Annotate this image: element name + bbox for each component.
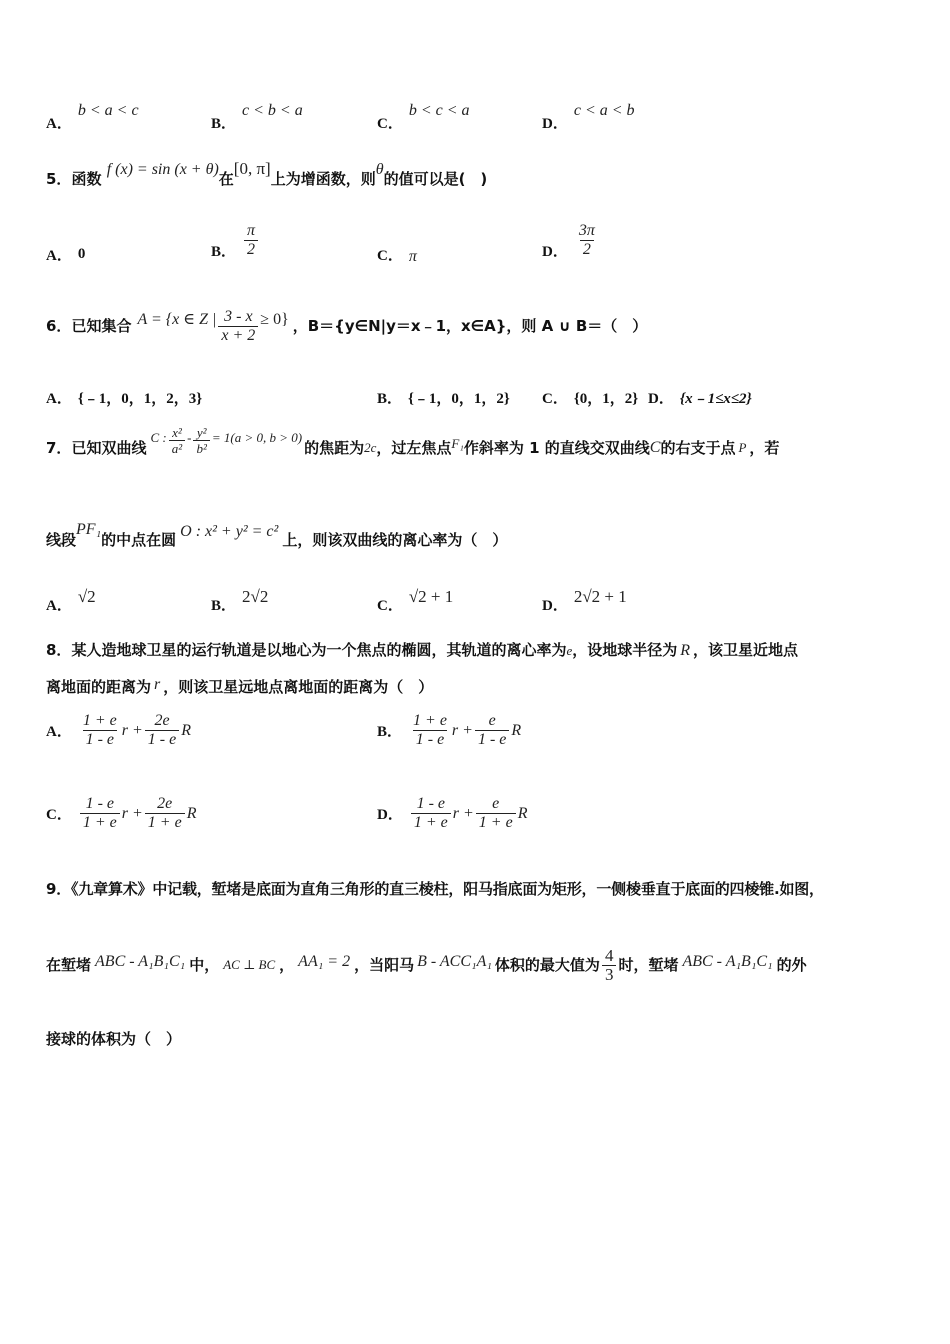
- fraction-numerator: 1 - e: [416, 795, 446, 812]
- q8-perigee-distance: r: [154, 676, 161, 693]
- fraction-denominator: b²: [193, 440, 209, 456]
- option-term: r +: [121, 721, 143, 739]
- fraction-numerator: y²: [196, 424, 207, 440]
- q6-text: ，B＝{y∈N|y＝x﹣1，x∈A}，则 A ∪ B＝（ ）: [292, 317, 648, 335]
- fraction-denominator: a²: [169, 440, 185, 456]
- q6-option-b[interactable]: [377, 387, 510, 408]
- q9-text: 《九章算术》中记载，堑堵是底面为直角三角形的直三棱柱，阳马指底面为矩形，一侧棱垂直于底面的四棱锥.如图，: [71, 880, 824, 898]
- option-label: A．: [46, 248, 72, 264]
- option-label: D．: [542, 598, 568, 614]
- option-fraction: [145, 712, 179, 749]
- q5-option-c[interactable]: [377, 244, 417, 265]
- option-expr: b < a < c: [77, 101, 139, 119]
- q6-option-c[interactable]: [542, 387, 638, 408]
- q4-option-c[interactable]: [377, 101, 470, 132]
- q8-text: ，则该卫星远地点离地面的距离为（ ）: [163, 678, 434, 696]
- q7-fraction-y: [193, 425, 209, 456]
- q9-text: ，: [279, 956, 295, 974]
- q4-option-a[interactable]: [46, 101, 139, 132]
- option-term: R: [517, 804, 528, 822]
- q8-option-b[interactable]: [377, 712, 521, 749]
- q5-text: 函数: [71, 170, 102, 188]
- option-expr: b < c < a: [408, 101, 470, 119]
- option-term: r +: [121, 804, 143, 822]
- q8-text: 离地面的距离为: [46, 678, 152, 696]
- q7-minus: -: [187, 430, 192, 445]
- fraction-denominator: 3: [602, 965, 617, 984]
- q6-set-a: A = {x ∈ Z |: [137, 311, 217, 328]
- q7-text: 的焦距为: [304, 439, 365, 457]
- q7-option-b[interactable]: [211, 586, 269, 614]
- q7-stem-line2: [46, 522, 920, 558]
- option-fraction: [475, 712, 509, 749]
- q8-option-d[interactable]: [377, 795, 527, 832]
- option-fraction: [411, 795, 451, 832]
- q6-option-d[interactable]: [648, 387, 752, 408]
- q9-stem-line3: [46, 1028, 920, 1050]
- option-label: B．: [377, 724, 403, 740]
- q8-stem-line1: [46, 639, 920, 662]
- q9-text: 的外: [776, 956, 807, 974]
- option-label: A．: [46, 724, 72, 740]
- option-label: C．: [46, 807, 72, 823]
- q9-perpendicular: AC ⊥ BC: [223, 957, 276, 972]
- option-value: √2 + 1: [408, 586, 454, 606]
- fraction-numerator: 1 + e: [413, 712, 447, 729]
- q7-left-focus: F₁: [451, 436, 464, 451]
- q7-option-c[interactable]: [377, 586, 454, 614]
- option-label: A．: [46, 116, 72, 132]
- q6-fraction: [218, 308, 258, 345]
- fraction-denominator: 1 + e: [476, 813, 516, 832]
- fraction-numerator: π: [247, 222, 256, 239]
- q5-option-a[interactable]: [46, 244, 85, 265]
- fraction-denominator: 1 - e: [475, 730, 509, 749]
- q7-text: 线段: [46, 531, 77, 549]
- option-fraction: [145, 795, 185, 832]
- fraction-numerator: 1 + e: [82, 712, 117, 729]
- option-value: {x﹣1≤x≤2}: [679, 391, 752, 407]
- q7-segment-pf1: PF₁: [76, 521, 102, 538]
- fraction-denominator: x + 2: [218, 326, 258, 345]
- option-expr: c < a < b: [573, 101, 635, 119]
- option-fraction: [476, 795, 516, 832]
- option-value: {﹣1，0，1，2}: [408, 391, 510, 407]
- option-label: B．: [211, 598, 237, 614]
- option-term: r +: [451, 721, 473, 739]
- question-number: 7．: [46, 439, 72, 457]
- fraction-numerator: 2e: [154, 712, 170, 729]
- q5-text: 的值可以是( ): [383, 170, 488, 188]
- q6-option-a[interactable]: [46, 387, 202, 408]
- q8-text: ，该卫星近地点: [693, 641, 799, 659]
- option-value: √2: [77, 586, 96, 606]
- option-fraction: [576, 222, 598, 259]
- option-term: r +: [452, 804, 474, 822]
- q4-option-b[interactable]: [211, 101, 303, 132]
- q9-stem-line1: [46, 878, 920, 900]
- question-number: 5．: [46, 170, 72, 188]
- q8-option-c[interactable]: [46, 795, 196, 832]
- q7-text: 上，则该双曲线的离心率为（ ）: [282, 531, 508, 549]
- q7-option-d[interactable]: [542, 586, 627, 614]
- q6-stem: [46, 306, 920, 346]
- fraction-denominator: 1 - e: [145, 730, 179, 749]
- option-label: B．: [211, 244, 237, 260]
- q9-text: ，当阳马: [354, 956, 415, 974]
- fraction-numerator: 3π: [578, 222, 595, 239]
- q8-stem-line2: [46, 676, 920, 699]
- q6-ge: ≥ 0}: [260, 311, 289, 328]
- fraction-denominator: 2: [244, 240, 258, 259]
- q9-edge-length: AA₁ = 2: [298, 953, 351, 970]
- q7-stem-line1: [46, 425, 920, 471]
- option-expr: c < b < a: [242, 101, 303, 119]
- q7-circle-equation: O : x² + y² = c²: [180, 523, 279, 540]
- q8-option-a[interactable]: [46, 712, 191, 749]
- q8-earth-radius: R: [680, 642, 691, 659]
- option-label: A．: [46, 391, 72, 407]
- fraction-numerator: 2e: [157, 795, 173, 812]
- q9-text: 接球的体积为（ ）: [46, 1030, 182, 1048]
- fraction-denominator: 1 + e: [80, 813, 120, 832]
- option-fraction: [80, 795, 120, 832]
- q9-stem-line2: [46, 940, 920, 990]
- q9-pyramid: B - ACC₁A₁: [417, 953, 492, 970]
- fraction-denominator: 1 + e: [411, 813, 451, 832]
- q7-c-label: C :: [150, 430, 167, 445]
- fraction-numerator: 3 - x: [224, 307, 253, 325]
- q7-text: ，若: [749, 439, 780, 457]
- q7-focal-distance: 2c: [364, 440, 377, 455]
- fraction-numerator: x²: [172, 424, 182, 440]
- q9-prism: ABC - A₁B₁C₁: [95, 953, 186, 970]
- option-fraction: [410, 712, 450, 749]
- option-label: C．: [377, 248, 403, 264]
- option-label: D．: [542, 116, 568, 132]
- fraction-numerator: e: [492, 795, 500, 812]
- option-label: D．: [377, 807, 403, 823]
- q7-text: 作斜率为 1 的直线交双曲线: [463, 439, 650, 457]
- q7-text: ，过左焦点: [376, 439, 452, 457]
- q8-text: 某人造地球卫星的运行轨道是以地心为一个焦点的椭圆，其轨道的离心率为: [71, 641, 567, 659]
- question-number: 9．: [46, 880, 72, 898]
- option-label: C．: [377, 116, 403, 132]
- q5-theta: θ: [375, 161, 384, 178]
- q5-option-d[interactable]: [542, 222, 600, 259]
- option-value: {﹣1，0，1，2，3}: [77, 391, 203, 407]
- option-fraction: [244, 222, 258, 259]
- q5-option-b[interactable]: [211, 222, 260, 259]
- question-number: 6．: [46, 317, 72, 335]
- q5-text: 上为增函数，则: [270, 170, 376, 188]
- q7-condition: = 1(a > 0, b > 0): [211, 430, 303, 445]
- option-value: {0，1，2}: [573, 391, 639, 407]
- q7-fraction-x: [169, 425, 185, 456]
- q8-text: ，设地球半径为: [572, 641, 678, 659]
- q9-prism: ABC - A₁B₁C₁: [682, 953, 773, 970]
- q7-text: 的右支于点: [660, 439, 736, 457]
- option-label: C．: [377, 598, 403, 614]
- q6-text: 已知集合: [71, 317, 132, 335]
- option-label: D．: [648, 391, 674, 407]
- fraction-numerator: 4: [604, 945, 614, 965]
- option-label: B．: [377, 391, 403, 407]
- option-term: R: [511, 721, 522, 739]
- q9-max-volume: [602, 947, 617, 984]
- q7-text: 的中点在圆: [101, 531, 177, 549]
- fraction-denominator: 1 - e: [413, 730, 447, 749]
- fraction-denominator: 1 - e: [83, 730, 117, 749]
- q9-text: 中，: [189, 956, 220, 974]
- fraction-numerator: 1 - e: [85, 795, 115, 812]
- option-value: 2√2 + 1: [573, 586, 627, 606]
- option-term: R: [186, 804, 197, 822]
- q5-interval: [0, π]: [233, 159, 271, 178]
- fraction-denominator: 1 + e: [145, 813, 185, 832]
- option-value: π: [408, 247, 417, 265]
- option-value: 0: [77, 246, 86, 262]
- option-label: C．: [542, 391, 568, 407]
- q5-stem: [46, 159, 920, 191]
- q4-option-d[interactable]: [542, 101, 635, 132]
- option-term: R: [181, 721, 191, 739]
- option-label: B．: [211, 116, 237, 132]
- q9-text: 时，堑堵: [618, 956, 679, 974]
- option-label: D．: [542, 244, 568, 260]
- option-value: 2√2: [242, 586, 269, 606]
- q5-function: f (x) = sin (x + θ): [106, 161, 219, 178]
- fraction-numerator: e: [488, 712, 496, 729]
- q9-text: 在堑堵: [46, 956, 92, 974]
- q7-point-p: P: [738, 440, 747, 455]
- q8-eccentricity: e: [566, 643, 573, 658]
- q9-text: 体积的最大值为: [494, 956, 600, 974]
- q7-text: 已知双曲线: [71, 439, 147, 457]
- q7-option-a[interactable]: [46, 586, 96, 614]
- q7-curve-c: C: [649, 439, 661, 456]
- question-number: 8．: [46, 641, 72, 659]
- option-fraction: [80, 712, 120, 749]
- option-label: A．: [46, 598, 72, 614]
- fraction-denominator: 2: [580, 240, 594, 259]
- q5-text: 在: [218, 170, 234, 188]
